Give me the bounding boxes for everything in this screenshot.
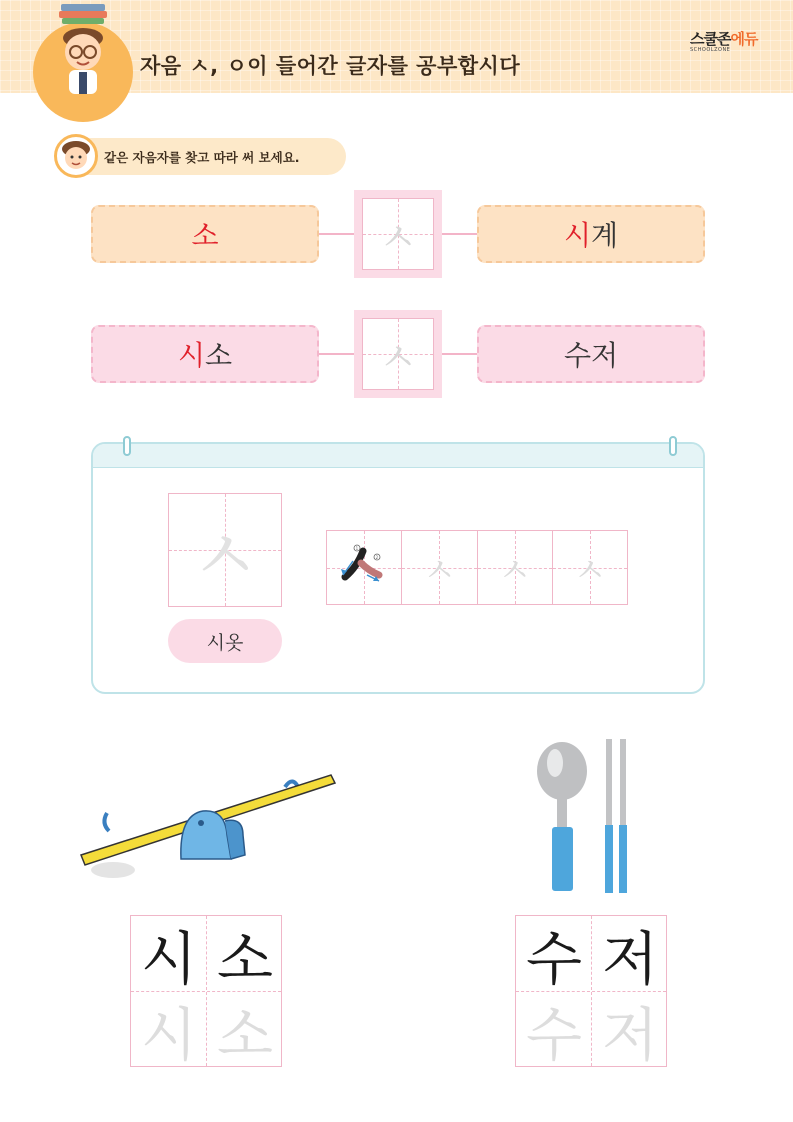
trace-char: ㅅ: [498, 551, 532, 591]
header-character-badge: [33, 22, 133, 122]
svg-text:2: 2: [375, 555, 379, 560]
logo-text: 스쿨존: [690, 30, 731, 48]
consonant-char: ㅅ: [378, 214, 418, 261]
tracing-strip: [326, 530, 628, 605]
word-rest: 계: [591, 219, 619, 252]
writing-grid-1: [130, 915, 282, 1067]
stroke-order-icon: [327, 531, 401, 604]
word-highlight-su: 수: [563, 339, 591, 372]
word-box-left-2: [91, 325, 319, 383]
model-char: 시: [140, 925, 198, 993]
svg-text:1: 1: [355, 546, 359, 551]
trace-char: ㅅ: [573, 551, 607, 591]
connector-line: [319, 233, 355, 235]
trace-char: ㅅ: [422, 551, 456, 591]
trace-char: 시: [140, 1001, 198, 1069]
stroke-order-cell: [327, 531, 402, 604]
word-box-left-1: [91, 205, 319, 263]
connector-line: [442, 233, 478, 235]
binder-ring-left: [123, 436, 131, 456]
instruction-avatar: [54, 134, 98, 178]
writing-grid-2: [515, 915, 667, 1067]
boy-face-icon: [57, 137, 95, 175]
model-char: 저: [601, 925, 659, 993]
trace-cell: [553, 531, 627, 604]
logo-subtext: SCHOOLZONE: [690, 47, 731, 53]
consonant-box-1: [354, 190, 442, 278]
brand-logo: [690, 28, 757, 53]
connector-line: [319, 353, 355, 355]
panel-header-strip: [93, 444, 703, 468]
trace-char: 저: [601, 1001, 659, 1069]
trace-char: 소: [216, 1001, 274, 1069]
boy-with-books-icon: [33, 2, 133, 102]
logo-accent-text: 에듀: [730, 30, 758, 48]
binder-ring-right: [669, 436, 677, 456]
big-consonant-char: ㅅ: [190, 514, 260, 598]
big-consonant-cell: [168, 493, 282, 607]
trace-cell: [478, 531, 553, 604]
trace-char: 수: [525, 1001, 583, 1069]
word-highlight: 시: [563, 219, 591, 252]
seesaw-illustration: [75, 765, 345, 885]
header-banner: [0, 0, 793, 93]
model-char: 소: [216, 925, 274, 993]
word-rest: 저: [591, 339, 619, 372]
trace-cell: [402, 531, 477, 604]
page-title: 자음 ㅅ, ㅇ이 들어간 글자를 공부합시다: [140, 54, 521, 78]
word-highlight: 시: [177, 339, 205, 372]
spoon-chopsticks-illustration: [525, 737, 635, 897]
word-highlight: 소: [191, 219, 219, 252]
word-box-right-2: [477, 325, 705, 383]
consonant-box-2: [354, 310, 442, 398]
instruction-text: 같은 자음자를 찾고 따라 써 보세요.: [104, 150, 300, 165]
word-box-right-1: [477, 205, 705, 263]
consonant-name-pill: 시옷: [168, 619, 282, 663]
model-char: 수: [525, 925, 583, 993]
connector-line: [442, 353, 478, 355]
word-rest: 소: [205, 339, 233, 372]
consonant-char: ㅅ: [378, 334, 418, 381]
